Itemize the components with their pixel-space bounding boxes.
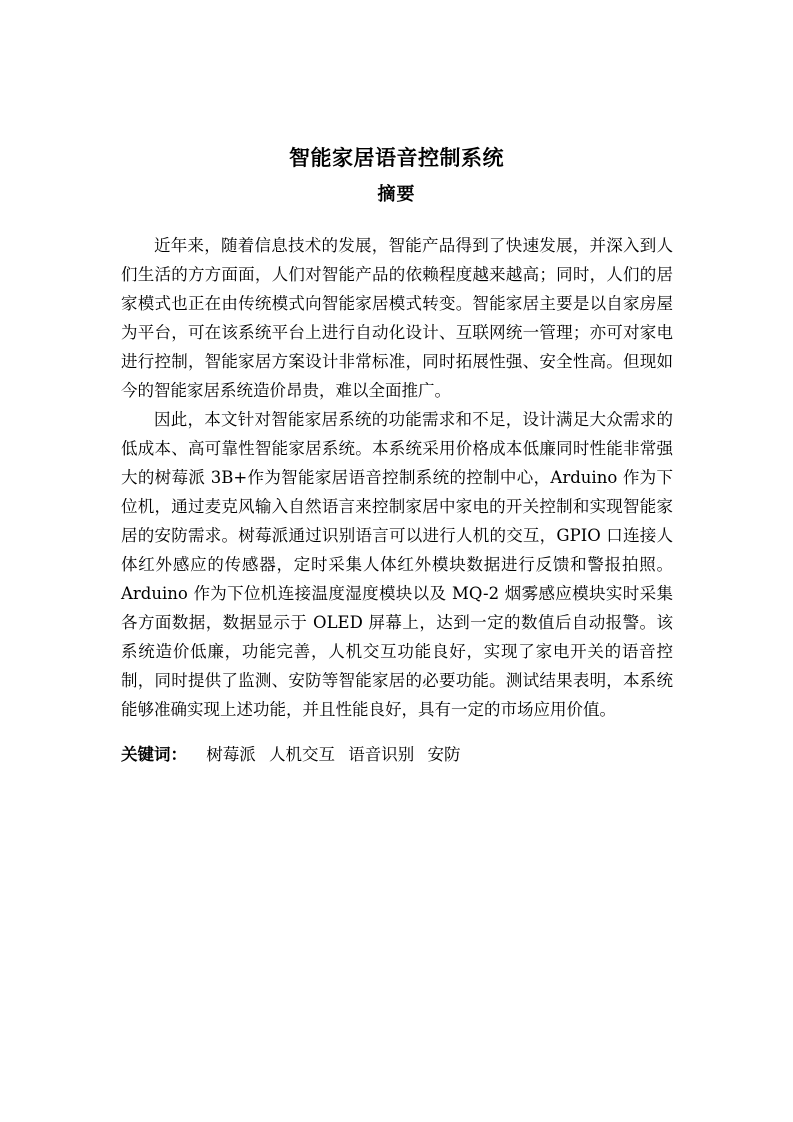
abstract-heading: 摘要 bbox=[377, 184, 416, 205]
document-title: 智能家居语音控制系统 bbox=[289, 146, 504, 170]
keywords-label: 关键词： bbox=[121, 745, 187, 764]
keyword-item: 树莓派 bbox=[206, 745, 256, 764]
abstract-body bbox=[121, 231, 673, 724]
keyword-item: 语音识别 bbox=[348, 745, 415, 764]
keywords-line bbox=[121, 740, 681, 769]
abstract-paragraph-1: 近年来，随着信息技术的发展，智能产品得到了快速发展，并深入到人们生活的方方面面，人们对智能产品的依赖程度越来越高；同时，人们的居家模式也正在由传统模式向智能家居模式转变。智能家居主要是以自家房屋为平台，可在该系统平台上进行自动化设计、互联网统一管理；亦可对家电进行控制，智能家居方案设计非常标准，同时拓展性强、安全性高。但现如今的智能家居系统造价昂贵，难以全面推广。 bbox=[121, 236, 673, 400]
abstract-paragraph-2: 因此，本文针对智能家居系统的功能需求和不足，设计满足大众需求的低成本、高可靠性智能家居系统。本系统采用价格成本低廉同时性能非常强大的树莓派 3B+作为智能家居语音控制系统的控制中心，Arduino 作为下位机，通过麦克风输入自然语言来控制家居中家电的开关控制和实现智能家居的安防需求。树莓派通过识别语言可以进行人机的交互，GPIO 口连接人体红外感应的传感器，定时采集人体红外模块数据进行反馈和警报拍照。Arduino 作为下位机连接温度湿度模块以及 MQ-2 烟雾感应模块实时采集各方面数据，数据显示于 OLED 屏幕上，达到一定的数值后自动报警。该系统造价低廉，功能完善，人机交互功能良好，实现了家电开关的语音控制，同时提供了监测、安防等智能家居的必要功能。测试结果表明，本系统能够准确实现上述功能，并且性能良好，具有一定的市场应用价值。 bbox=[121, 410, 673, 719]
keyword-item: 安防 bbox=[427, 745, 461, 764]
keyword-item: 人机交互 bbox=[269, 745, 335, 764]
